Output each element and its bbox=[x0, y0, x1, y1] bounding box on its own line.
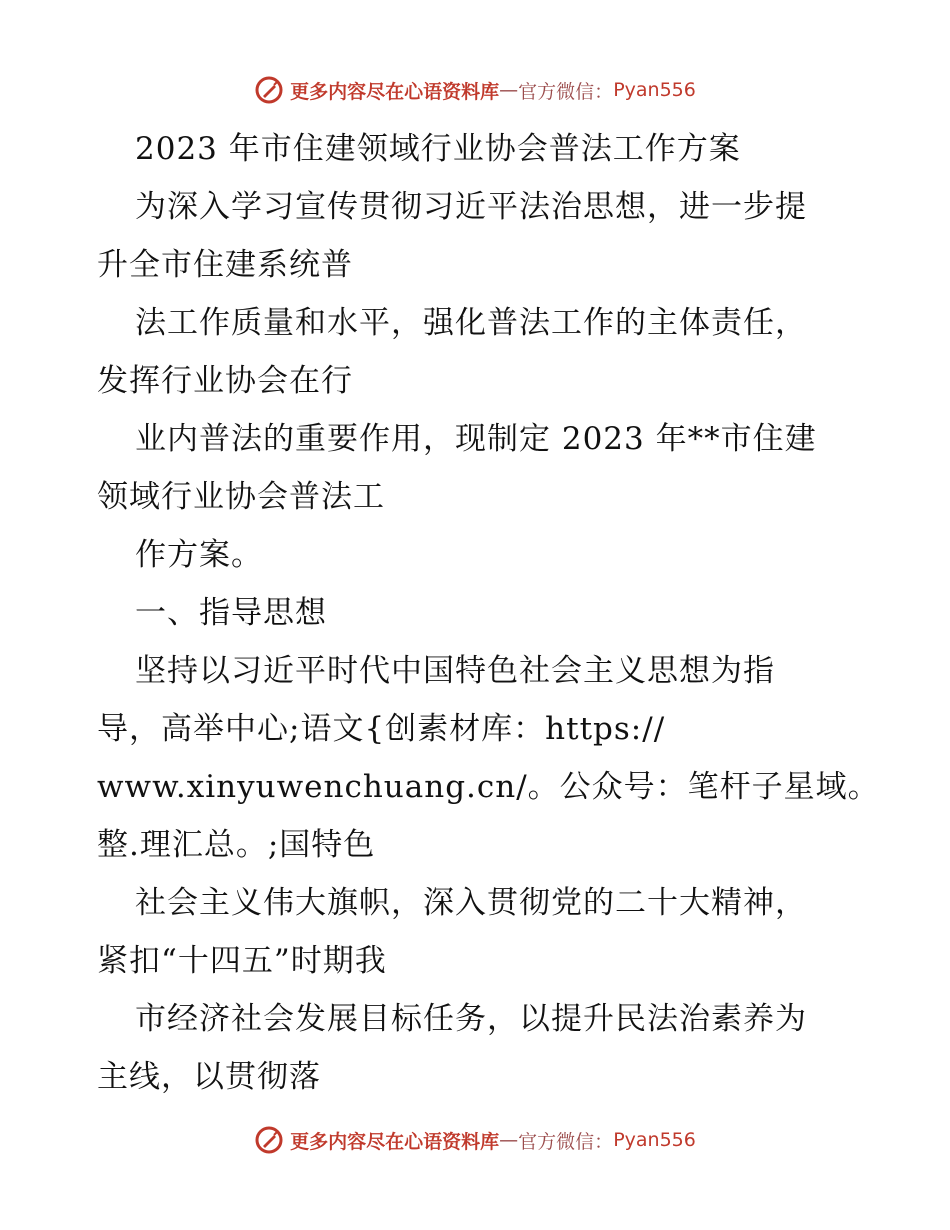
text-line: 主线，以贯彻落 bbox=[97, 1059, 321, 1095]
text-line: 作方案。 bbox=[135, 537, 263, 573]
text-line: 发挥行业协会在行 bbox=[97, 363, 353, 399]
watermark-separator: — bbox=[499, 79, 519, 101]
text-line: 法工作质量和水平，强化普法工作的主体责任， bbox=[135, 305, 807, 341]
text-line: 为深入学习宣传贯彻习近平法治思想，进一步提 bbox=[135, 189, 807, 225]
text-line: 市经济社会发展目标任务，以提升民法治素养为 bbox=[135, 1001, 807, 1037]
text-line: 领域行业协会普法工 bbox=[97, 479, 385, 515]
watermark-brand: 更多内容尽在心语资料库 bbox=[290, 1130, 500, 1153]
text-line: 整.理汇总。;国特色 bbox=[97, 827, 376, 863]
watermark-separator: — bbox=[499, 1129, 519, 1151]
text-line: 紧扣“十四五”时期我 bbox=[97, 943, 387, 979]
text-line: 升全市住建系统普 bbox=[97, 247, 353, 283]
header-watermark bbox=[0, 72, 950, 108]
text-line: 社会主义伟大旗帜，深入贯彻党的二十大精神， bbox=[135, 885, 807, 921]
text-line: 业内普法的重要作用，现制定 2023 年**市住建 bbox=[135, 421, 817, 457]
document-body bbox=[97, 120, 880, 1106]
watermark-account: Pyan556 bbox=[613, 79, 696, 101]
pen-circle-icon bbox=[254, 75, 284, 105]
pen-circle-icon bbox=[254, 1125, 284, 1155]
watermark-official-label: 官方微信： bbox=[518, 80, 614, 103]
watermark-brand: 更多内容尽在心语资料库 bbox=[290, 80, 500, 103]
watermark-official-label: 官方微信： bbox=[518, 1130, 614, 1153]
text-line: 2023 年市住建领域行业协会普法工作方案 bbox=[135, 131, 741, 167]
text-line: www.xinyuwenchuang.cn/。公众号：笔杆子星域。 bbox=[97, 769, 880, 805]
watermark-account: Pyan556 bbox=[613, 1129, 696, 1151]
text-line: 导，高举中心;语文{创素材库：https:// bbox=[97, 711, 666, 747]
text-line: 一、指导思想 bbox=[135, 595, 327, 631]
footer-watermark bbox=[0, 1122, 950, 1158]
text-line: 坚持以习近平时代中国特色社会主义思想为指 bbox=[135, 653, 775, 689]
